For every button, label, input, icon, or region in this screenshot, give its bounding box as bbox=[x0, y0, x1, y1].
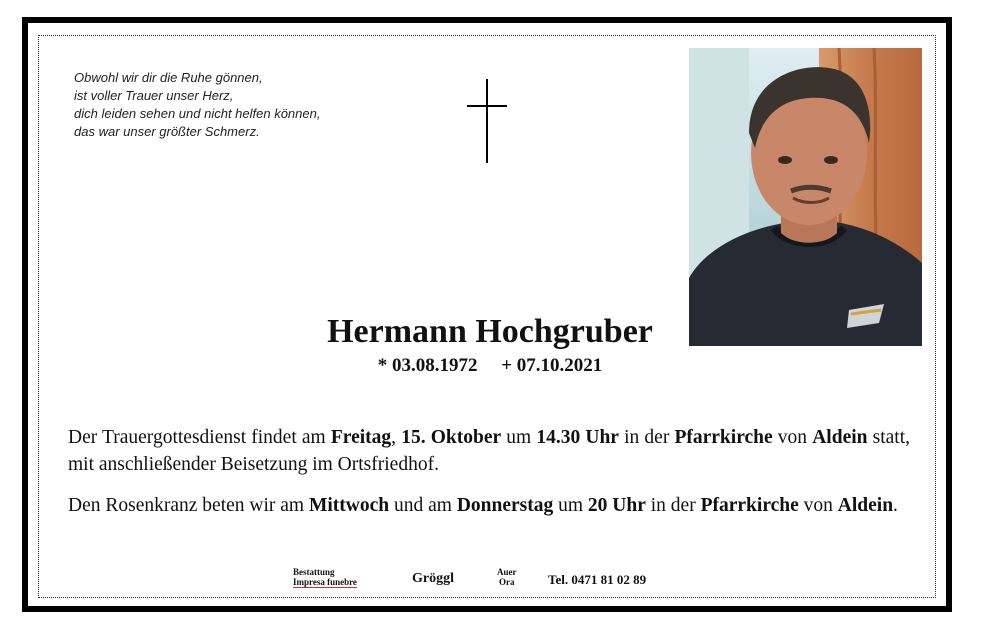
service-town: Aldein bbox=[812, 427, 868, 448]
rosary-time: 20 Uhr bbox=[587, 495, 646, 516]
service-time: 14.30 Uhr bbox=[536, 427, 619, 448]
service-place: Pfarrkirche bbox=[674, 427, 773, 448]
rosary-day-2: Donnerstag bbox=[456, 495, 554, 516]
text: in der bbox=[645, 495, 701, 516]
text: Den Rosenkranz beten wir am bbox=[68, 495, 309, 516]
label-it: Impresa funebre bbox=[293, 577, 357, 587]
deceased-name: Hermann Hochgruber bbox=[327, 313, 653, 350]
location-de: Auer bbox=[497, 567, 517, 577]
funeral-home-brand: Gröggl bbox=[412, 571, 454, 586]
text: von bbox=[772, 427, 813, 448]
text: um bbox=[501, 427, 537, 448]
death-date: + 07.10.2021 bbox=[501, 355, 603, 376]
text: , bbox=[391, 427, 402, 448]
funeral-home-label bbox=[293, 567, 357, 588]
portrait-photo bbox=[689, 48, 922, 346]
funeral-service-paragraph bbox=[68, 424, 910, 478]
life-dates bbox=[340, 354, 640, 378]
text: von bbox=[798, 495, 838, 516]
service-date: 15. Oktober bbox=[401, 427, 502, 448]
text: um bbox=[553, 495, 588, 516]
text: statt, mit anschließender Beisetzung im Ortsfriedhof. bbox=[68, 427, 911, 475]
birth-date: * 03.08.1972 bbox=[377, 355, 478, 376]
poem bbox=[74, 69, 434, 141]
label-de: Bestattung bbox=[293, 567, 335, 577]
poem-line: Obwohl wir dir die Ruhe gönnen, bbox=[74, 70, 263, 85]
text: in der bbox=[618, 427, 675, 448]
poem-line: dich leiden sehen und nicht helfen können, bbox=[74, 106, 321, 121]
rosary-day-1: Mittwoch bbox=[308, 495, 390, 516]
rosary-paragraph bbox=[68, 492, 910, 519]
cross-icon bbox=[466, 79, 508, 163]
funeral-home-location bbox=[497, 567, 517, 587]
location-it: Ora bbox=[499, 577, 515, 587]
service-day: Freitag bbox=[330, 427, 392, 448]
funeral-home-footer bbox=[0, 565, 982, 593]
rosary-town: Aldein bbox=[837, 495, 894, 516]
text: Der Trauergottesdienst findet am bbox=[68, 427, 331, 448]
rosary-place: Pfarrkirche bbox=[700, 495, 799, 516]
phone-number: Tel. 0471 81 02 89 bbox=[548, 572, 647, 587]
poem-line: das war unser größter Schmerz. bbox=[74, 124, 260, 139]
text: und am bbox=[389, 495, 457, 516]
text: . bbox=[893, 495, 898, 516]
poem-line: ist voller Trauer unser Herz, bbox=[74, 88, 234, 103]
